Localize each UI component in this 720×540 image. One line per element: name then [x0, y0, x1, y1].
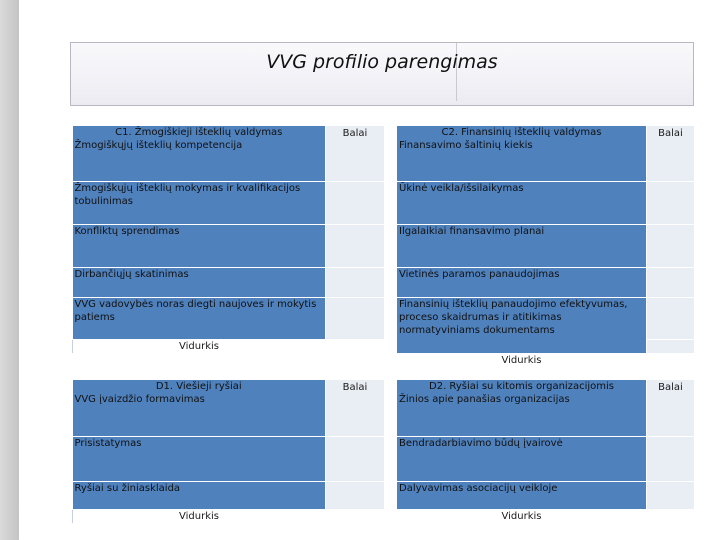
score-cell[interactable] [647, 181, 695, 224]
table-row [73, 297, 695, 339]
list-item: Vietinės paramos panaudojimas [397, 267, 647, 297]
list-item: Dirbančiųjų skatinimas [73, 267, 326, 297]
score-cell[interactable] [326, 181, 385, 224]
c1-heading: C1. Žmogiškieji išteklių valdymas [115, 127, 283, 138]
table-row [73, 126, 695, 181]
score-cell[interactable] [326, 481, 385, 509]
average-score-cell[interactable] [647, 353, 695, 367]
average-label: Vidurkis [397, 353, 647, 367]
table-row [73, 380, 695, 436]
table-row [73, 181, 695, 224]
table-row [73, 224, 695, 267]
score-cell[interactable] [326, 267, 385, 297]
table-row [73, 436, 695, 481]
table-d1-d2 [72, 380, 695, 524]
c1-header-cell [73, 126, 326, 181]
list-item: Prisistatymas [73, 436, 326, 481]
table-row [73, 481, 695, 509]
c2-header-cell [397, 126, 647, 181]
c2-heading: C2. Finansinių išteklių valdymas [441, 127, 602, 138]
list-item: Ilgalaikiai finansavimo planai [397, 224, 647, 267]
average-score-cell[interactable] [326, 339, 385, 353]
score-cell[interactable] [326, 380, 385, 436]
average-score-cell[interactable] [647, 509, 695, 523]
average-score-cell[interactable] [326, 509, 385, 523]
list-item: Konfliktų sprendimas [73, 224, 326, 267]
score-cell[interactable] [326, 224, 385, 267]
average-label: Vidurkis [73, 339, 326, 353]
average-row [73, 353, 695, 367]
average-label: Vidurkis [397, 509, 647, 523]
left-decorative-bar [0, 0, 19, 540]
score-cell[interactable] [647, 126, 695, 181]
list-item: Žinios apie panašias organizacijas [399, 394, 570, 405]
list-item: Žmogiškųjų išteklių mokymas ir kvalifikacijos tobulinimas [73, 181, 326, 224]
table-c1-c2 [72, 126, 695, 368]
score-cell[interactable] [326, 436, 385, 481]
score-cell[interactable] [647, 436, 695, 481]
list-item: Ūkinė veikla/išsilaikymas [397, 181, 647, 224]
score-cell[interactable] [647, 224, 695, 267]
score-cell[interactable] [326, 297, 385, 339]
score-cell[interactable] [647, 481, 695, 509]
list-item: Dalyvavimas asociacijų veikloje [397, 481, 647, 509]
list-item: Bendradarbiavimo būdų įvairovė [397, 436, 647, 481]
score-cell[interactable] [647, 267, 695, 297]
d1-header-cell [73, 380, 326, 436]
page-title: VVG profilio parengimas [266, 51, 498, 73]
list-item: VVG vadovybės noras diegti naujoves ir mokytis patiems [73, 297, 326, 339]
score-column-header: Balai [658, 382, 683, 393]
list-item: Ryšiai su žiniasklaida [73, 481, 326, 509]
d2-heading: D2. Ryšiai su kitomis organizacijomis [429, 381, 614, 392]
table-row [73, 267, 695, 297]
list-item: Finansavimo šaltinių kiekis [399, 140, 533, 151]
list-item: VVG įvaizdžio formavimas [74, 394, 205, 405]
average-label: Vidurkis [73, 509, 326, 523]
list-item: Finansinių išteklių panaudojimo efektyvumas, proceso skaidrumas ir atitikimas normatyviniams dokumentams [397, 297, 647, 353]
d2-header-cell [397, 380, 647, 436]
title-banner [70, 42, 694, 106]
score-cell[interactable] [647, 339, 695, 353]
score-column-header: Balai [342, 382, 368, 393]
score-cell[interactable] [647, 297, 695, 339]
list-item: Žmogiškųjų išteklių kompetencija [74, 140, 243, 151]
score-column-header: Balai [658, 128, 683, 139]
score-cell[interactable] [326, 126, 385, 181]
score-cell[interactable] [647, 380, 695, 436]
d1-heading: D1. Viešieji ryšiai [155, 381, 242, 392]
score-column-header: Balai [342, 128, 368, 139]
average-row [73, 509, 695, 523]
